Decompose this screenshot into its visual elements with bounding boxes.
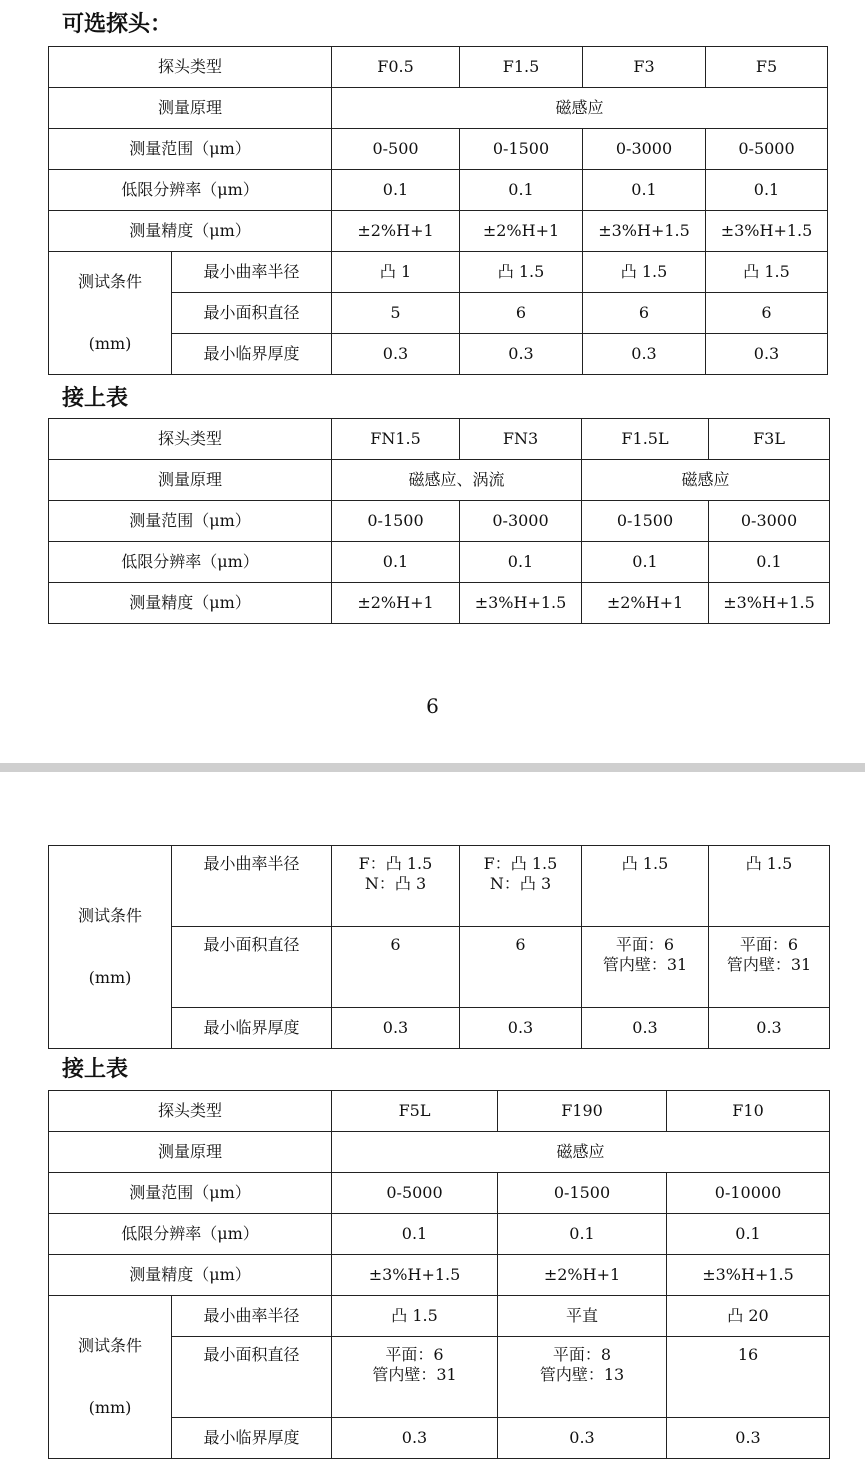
min-area-value [332,927,460,1008]
cell-line [332,955,459,995]
cell-line [667,1365,829,1405]
cell-line: 最小曲率半径 [203,854,300,873]
probe-type-label: 探头类型 [49,1091,332,1132]
critical-thickness-value: 0.3 [706,334,828,375]
min-area-value [498,1337,667,1418]
accuracy-value: ±2%H+1 [332,211,460,252]
cell-line: 凸 1.5 [621,854,669,873]
accuracy-value: ±2%H+1 [498,1255,667,1296]
test-conditions-label [49,1296,172,1459]
cell-line: 管内壁：31 [602,955,688,974]
cell-line: 凸 1.5 [745,854,793,873]
test-conditions-title: 测试条件 [77,1336,142,1355]
resolution-value: 0.1 [332,170,460,211]
min-area-value: 6 [460,293,583,334]
table-row [49,1173,830,1214]
critical-thickness-value: 0.3 [498,1418,667,1459]
accuracy-label: 测量精度（μm） [49,1255,332,1296]
min-curvature-value [582,846,709,927]
table-row [49,88,828,129]
page-number: 6 [426,694,439,718]
probe-name: F10 [667,1091,830,1132]
principle-value: 磁感应 [332,1132,830,1173]
table-row [49,1091,830,1132]
principle-value: 磁感应、涡流 [332,460,582,501]
resolution-value: 0.1 [460,170,583,211]
principle-label: 测量原理 [49,88,332,129]
resolution-value: 0.1 [332,542,460,583]
cell-line: 6 [390,935,401,954]
accuracy-value: ±3%H+1.5 [667,1255,830,1296]
range-label: 测量范围（μm） [49,501,332,542]
table-row [49,1296,830,1337]
accuracy-label: 测量精度（μm） [49,583,332,624]
accuracy-value: ±3%H+1.5 [709,583,830,624]
resolution-label: 低限分辨率（μm） [49,542,332,583]
cell-line: N：凸 3 [364,874,427,893]
resolution-value: 0.1 [460,542,582,583]
probe-spec-table-2 [48,418,830,624]
table-row [49,252,828,293]
min-curvature-value: 凸 20 [667,1296,830,1337]
accuracy-value: ±3%H+1.5 [332,1255,498,1296]
min-curvature-label: 最小曲率半径 [172,252,332,293]
range-value: 0-1500 [460,129,583,170]
table-row [49,47,828,88]
table-row [49,129,828,170]
principle-label: 测量原理 [49,460,332,501]
section-title: 可选探头： [62,12,173,37]
accuracy-value: ±2%H+1 [332,583,460,624]
range-value: 0-5000 [332,1173,498,1214]
table-row [49,1214,830,1255]
table-row [49,501,830,542]
table-row [49,1132,830,1173]
resolution-label: 低限分辨率（μm） [49,1214,332,1255]
probe-spec-table-1 [48,46,828,375]
min-curvature-value: 凸 1 [332,252,460,293]
probe-name: FN3 [460,419,582,460]
accuracy-value: ±3%H+1.5 [460,583,582,624]
probe-name: F1.5L [582,419,709,460]
min-curvature-value: 凸 1.5 [332,1296,498,1337]
cell-line: 平面：6 [615,935,675,954]
cell-line: N：凸 3 [489,874,552,893]
cell-line: 6 [515,935,526,954]
critical-thickness-value: 0.3 [667,1418,830,1459]
range-value: 0-10000 [667,1173,830,1214]
test-conditions-label [49,252,172,375]
resolution-label: 低限分辨率（μm） [49,170,332,211]
test-conditions-title: 测试条件 [77,906,142,925]
probe-name: FN1.5 [332,419,460,460]
min-curvature-value [709,846,830,927]
critical-thickness-value: 0.3 [583,334,706,375]
min-curvature-value: 平直 [498,1296,667,1337]
critical-thickness-label: 最小临界厚度 [172,1008,332,1049]
page-separator [0,763,865,772]
test-conditions-unit: (mm) [88,334,132,353]
min-curvature-label: 最小曲率半径 [172,1296,332,1337]
range-value: 0-3000 [583,129,706,170]
critical-thickness-label: 最小临界厚度 [172,1418,332,1459]
range-value: 0-1500 [332,501,460,542]
min-area-label: 最小面积直径 [172,293,332,334]
critical-thickness-label: 最小临界厚度 [172,334,332,375]
min-curvature-value [460,846,582,927]
probe-type-label: 探头类型 [49,47,332,88]
cell-line: 平面：8 [552,1345,612,1364]
table-row [49,211,828,252]
principle-value: 磁感应 [582,460,830,501]
cell-line: 管内壁：31 [372,1365,457,1384]
range-value: 0-1500 [498,1173,667,1214]
probe-name: F3 [583,47,706,88]
accuracy-value: ±3%H+1.5 [706,211,828,252]
min-curvature-value: 凸 1.5 [583,252,706,293]
table-row [49,170,828,211]
min-curvature-value: 凸 1.5 [460,252,583,293]
cell-line: 平面：6 [739,935,799,954]
resolution-value: 0.1 [498,1214,667,1255]
table-row [49,583,830,624]
probe-name: F0.5 [332,47,460,88]
range-value: 0-3000 [709,501,830,542]
min-area-value [667,1337,830,1418]
table-row [49,846,830,927]
cell-line: F：凸 1.5 [483,854,558,873]
resolution-value: 0.1 [667,1214,830,1255]
min-area-value [709,927,830,1008]
min-area-value [582,927,709,1008]
critical-thickness-value: 0.3 [332,1418,498,1459]
range-label: 测量范围（μm） [49,129,332,170]
critical-thickness-value: 0.3 [709,1008,830,1049]
min-area-label [172,1337,332,1418]
table-row [49,419,830,460]
min-area-value [332,1337,498,1418]
probe-name: F5 [706,47,828,88]
section-title: 接上表 [62,386,129,411]
min-curvature-value: 凸 1.5 [706,252,828,293]
accuracy-label: 测量精度（μm） [49,211,332,252]
cell-line: 最小面积直径 [203,935,300,954]
table-row [49,542,830,583]
cell-line: 最小面积直径 [203,1345,300,1364]
min-area-value: 5 [332,293,460,334]
critical-thickness-value: 0.3 [460,334,583,375]
test-conditions-label [49,846,172,1049]
range-value: 0-3000 [460,501,582,542]
range-value: 0-1500 [582,501,709,542]
critical-thickness-value: 0.3 [582,1008,709,1049]
probe-type-label: 探头类型 [49,419,332,460]
table-row [49,1255,830,1296]
resolution-value: 0.1 [706,170,828,211]
critical-thickness-value: 0.3 [460,1008,582,1049]
accuracy-value: ±2%H+1 [460,211,583,252]
cell-line [582,874,708,914]
resolution-value: 0.1 [582,542,709,583]
test-conditions-title: 测试条件 [77,272,142,291]
cell-line: 管内壁：31 [726,955,812,974]
resolution-value: 0.1 [709,542,830,583]
cell-line: 管内壁：13 [539,1365,625,1384]
probe-name: F1.5 [460,47,583,88]
range-value: 0-500 [332,129,460,170]
test-conditions-unit: (mm) [88,1398,132,1417]
cell-line: 16 [737,1345,759,1364]
min-curvature-label [172,846,332,927]
cell-line: F：凸 1.5 [358,854,433,873]
probe-name: F3L [709,419,830,460]
probe-name: F5L [332,1091,498,1132]
accuracy-value: ±3%H+1.5 [583,211,706,252]
probe-spec-table-3 [48,845,830,1049]
cell-line: 平面：6 [385,1345,444,1364]
accuracy-value: ±2%H+1 [582,583,709,624]
probe-spec-table-4 [48,1090,830,1459]
resolution-value: 0.1 [332,1214,498,1255]
probe-name: F190 [498,1091,667,1132]
test-conditions-unit: (mm) [88,968,132,987]
principle-label: 测量原理 [49,1132,332,1173]
cell-line [460,955,581,995]
min-area-label [172,927,332,1008]
cell-line [709,874,829,914]
resolution-value: 0.1 [583,170,706,211]
range-label: 测量范围（μm） [49,1173,332,1214]
critical-thickness-value: 0.3 [332,334,460,375]
principle-value: 磁感应 [332,88,828,129]
min-area-value [460,927,582,1008]
min-area-value: 6 [583,293,706,334]
section-title: 接上表 [62,1057,129,1082]
critical-thickness-value: 0.3 [332,1008,460,1049]
range-value: 0-5000 [706,129,828,170]
min-curvature-value [332,846,460,927]
table-row [49,460,830,501]
min-area-value: 6 [706,293,828,334]
